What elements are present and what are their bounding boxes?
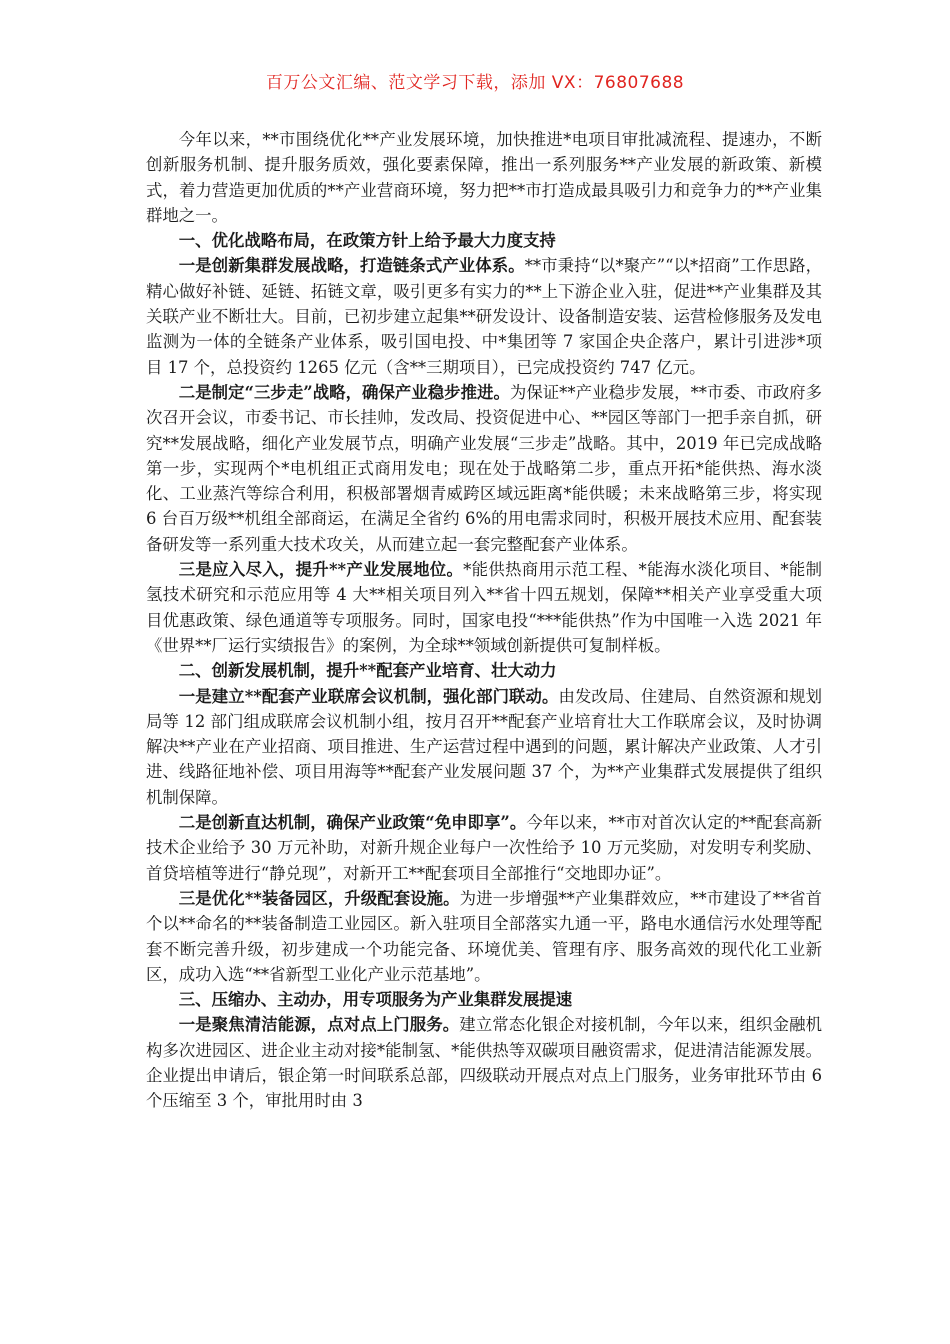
paragraph-text: 为保证**产业稳步发展，**市委、市政府多次召开会议，市委书记、市长挂帅，发改局、投资促进中心、**园区等部门一把手亲自抓，研究**发展战略，细化产业发展节点，明确产业发展“三步走”战略。其中，2019 年已完成战略第一步，实现两个*电机组正式商用发电；现在处于战略第二步，重点开拓*能供热、海水淡化、工业蒸汽等综合利用，积极部署烟青威跨区域远距离*能供暖；未来战略第三步，将实现 6 台百万级**机组全部商运，在满足全省约 6%的用电需求同时，积极开展技术应用、配套装备研发等一系列重大技术攻关，从而建立起一套完整配套产业体系。 <box>146 382 823 554</box>
body-paragraph <box>146 557 822 658</box>
paragraph-lead: 二是制定“三步走”战略，确保产业稳步推进。 <box>178 382 510 402</box>
paragraph-text: 建立常态化银企对接机制，今年以来，组织金融机构多次进园区、进企业主动对接*能制氢、*能供热等双碳项目融资需求，促进清洁能源发展。企业提出申请后，银企第一时间联系总部，四级联动开展点对点上门服务，业务审批环节由 6 个压缩至 3 个，审批用时由 3 <box>146 1015 823 1111</box>
section-heading: 三、压缩办、主动办，用专项服务为产业集群发展提速 <box>178 990 573 1010</box>
paragraph-lead: 二是创新直达机制，确保产业政策“免申即享”。 <box>178 813 527 833</box>
body-paragraph <box>146 253 822 379</box>
intro-paragraph: 今年以来，**市围绕优化**产业发展环境，加快推进*电项目审批减流程、提速办，不断创新服务机制、提升服务质效，强化要素保障，推出一系列服务**产业发展的新政策、新模式，着力营造更加优质的**产业营商环境，努力把**市打造成最具吸引力和竞争力的**产业集群地之一。 <box>146 130 822 225</box>
body-paragraph <box>146 1012 822 1113</box>
section-heading: 一、优化战略布局，在政策方针上给予最大力度支持 <box>178 231 556 251</box>
body-paragraph <box>146 380 822 557</box>
body-paragraph <box>146 886 822 987</box>
paragraph-text: **市秉持“以*聚产”“以*招商”工作思路，精心做好补链、延链、拓链文章，吸引更多有实力的**上下游企业入驻，促进**产业集群及其关联产业不断壮大。目前，已初步建立起集**研发设计、设备制造安装、运营检修服务及发电监测为一体的全链条产业体系，吸引国电投、中*集团等 7 家国企央企落户，累计引进涉*项目 17 个，总投资约 1265 亿元（含**三期项目），已完成投资约 747 亿元。 <box>146 256 822 377</box>
section-heading: 二、创新发展机制，提升**配套产业培育、壮大动力 <box>178 661 557 681</box>
paragraph-text: 今年以来，**市对首次认定的**配套高新技术企业给予 30 万元补助，对新升规企业每户一次性给予 10 万元奖励，对发明专利奖励、首贷培植等进行“静兑现”，对新开工**配套项目全部推行“交地即办证”。 <box>146 813 822 883</box>
paragraph-lead: 一是创新集群发展战略，打造链条式产业体系。 <box>178 256 525 276</box>
paragraph-lead: 一是聚焦清洁能源，点对点上门服务。 <box>178 1015 460 1035</box>
header-banner: 百万公文汇编、范文学习下载，添加 VX：76807688 <box>265 73 685 93</box>
paragraph-lead: 一是建立**配套产业联席会议机制，强化部门联动。 <box>178 686 559 706</box>
body-paragraph <box>146 684 822 810</box>
paragraph-lead: 三是优化**装备园区，升级配套设施。 <box>178 888 460 908</box>
paragraph-text: *能供热商用示范工程、*能海水淡化项目、*能制氢技术研究和示范应用等 4 大**相关项目列入**省十四五规划，保障**相关产业享受重大项目优惠政策、绿色通道等专项服务。同时，国家电投“***能供热”作为中国唯一入选 2021 年《世界**厂运行实绩报告》的案例，为全球**领域创新提供可复制样板。 <box>146 560 822 655</box>
paragraph-text: 由发改局、住建局、自然资源和规划局等 12 部门组成联席会议机制小组，按月召开**配套产业培育壮大工作联席会议，及时协调解决**产业在产业招商、项目推进、生产运营过程中遇到的问题，累计解决产业政策、人才引进、线路征地补偿、项目用海等**配套产业发展问题 37 个，为**产业集群式发展提供了组织机制保障。 <box>146 686 822 807</box>
body-paragraph <box>146 810 822 886</box>
paragraph-lead: 三是应入尽入，提升**产业发展地位。 <box>178 560 464 580</box>
document-body <box>146 127 822 1114</box>
paragraph-text: 为进一步增强**产业集群效应，**市建设了**省首个以**命名的**装备制造工业园区。新入驻项目全部落实九通一平，路电水通信污水处理等配套不断完善升级，初步建成一个功能完备、环境优美、管理有序、服务高效的现代化工业新区，成功入选“**省新型工业化产业示范基地”。 <box>146 888 822 984</box>
